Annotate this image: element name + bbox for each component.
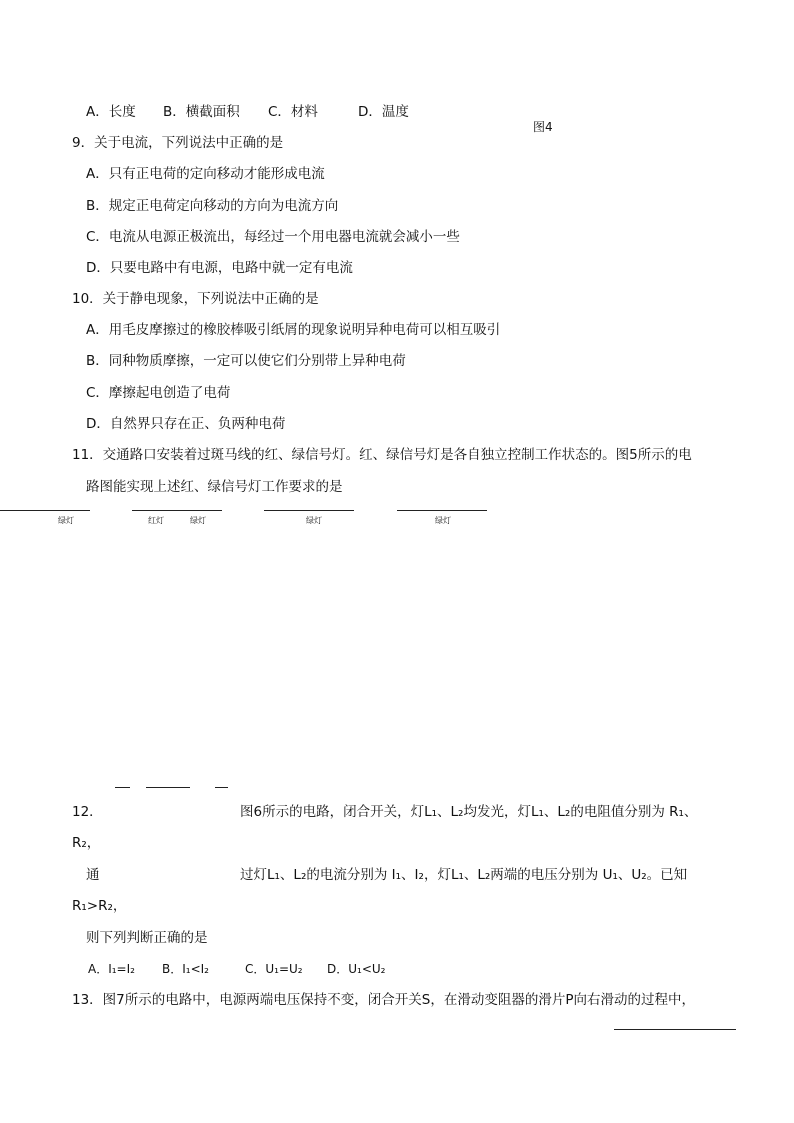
q9-option-c: C．电流从电源正极流出，每经过一个用电器电流就会减小一些 xyxy=(86,229,460,245)
q9-stem: 9．关于电流，下列说法中正确的是 xyxy=(72,135,284,151)
q10-option-c: C．摩擦起电创造了电荷 xyxy=(86,385,231,401)
q12-option-d: D．U₁<U₂ xyxy=(327,962,386,976)
circuit-label: 红灯 xyxy=(148,516,164,525)
circuit-label: 绿灯 xyxy=(306,516,322,525)
q13-stem: 13．图7所示的电路中，电源两端电压保持不变，闭合开关S，在滑动变阻器的滑片P向右滑动的过程中， xyxy=(72,992,695,1008)
q12-option-a: A．I₁=I₂ xyxy=(88,962,135,976)
q10-option-a: A．用毛皮摩擦过的橡胶棒吸引纸屑的现象说明异种电荷可以相互吸引 xyxy=(86,322,501,338)
q9-option-b: B．规定正电荷定向移动的方向为电流方向 xyxy=(86,198,339,214)
q10-option-d: D．自然界只存在正、负两种电荷 xyxy=(86,416,286,432)
q12-line2-prefix: 通 xyxy=(86,867,100,883)
circuit-wire xyxy=(215,787,228,788)
q9-option-d: D．只要电路中有电源，电路中就一定有电流 xyxy=(86,260,353,276)
circuit-wire xyxy=(0,510,90,511)
q12-line3: R₁>R₂， xyxy=(72,898,127,914)
q10-stem: 10．关于静电现象，下列说法中正确的是 xyxy=(72,291,319,307)
q12-line4: 则下列判断正确的是 xyxy=(86,930,208,946)
q8-option-b: B．横截面积 xyxy=(163,104,240,120)
circuit-wire xyxy=(146,787,190,788)
q8-option-d: D．温度 xyxy=(358,104,409,120)
circuit-label: 绿灯 xyxy=(190,516,206,525)
q12-line1: 图6所示的电路，闭合开关，灯L₁、L₂均发光，灯L₁、L₂的电阻值分别为 R₁、 xyxy=(240,804,698,820)
q10-option-b: B．同种物质摩擦，一定可以使它们分别带上异种电荷 xyxy=(86,353,406,369)
figure-7-wire xyxy=(614,1029,736,1030)
circuit-label: 绿灯 xyxy=(58,516,74,525)
circuit-wire xyxy=(115,787,130,788)
circuit-label: 绿灯 xyxy=(435,516,451,525)
q9-option-a: A．只有正电荷的定向移动才能形成电流 xyxy=(86,166,325,182)
q12-option-b: B．I₁<I₂ xyxy=(162,962,209,976)
q11-stem-line2: 路图能实现上述红、绿信号灯工作要求的是 xyxy=(86,479,343,495)
q11-stem-line1: 11．交通路口安装着过斑马线的红、绿信号灯。红、绿信号灯是各自独立控制工作状态的。图5所示的电 xyxy=(72,447,692,463)
circuit-wire xyxy=(264,510,354,511)
circuit-wire xyxy=(397,510,487,511)
q12-number: 12． xyxy=(72,804,103,820)
figure-4-label: 图4 xyxy=(533,120,553,134)
q12-line2: 过灯L₁、L₂的电流分别为 I₁、I₂，灯L₁、L₂两端的电压分别为 U₁、U₂。已知 xyxy=(240,867,688,883)
q8-option-a: A．长度 xyxy=(86,104,136,120)
circuit-wire xyxy=(132,510,222,511)
q12-line1b: R₂， xyxy=(72,835,101,851)
q8-option-c: C．材料 xyxy=(268,104,318,120)
q12-option-c: C．U₁=U₂ xyxy=(245,962,303,976)
